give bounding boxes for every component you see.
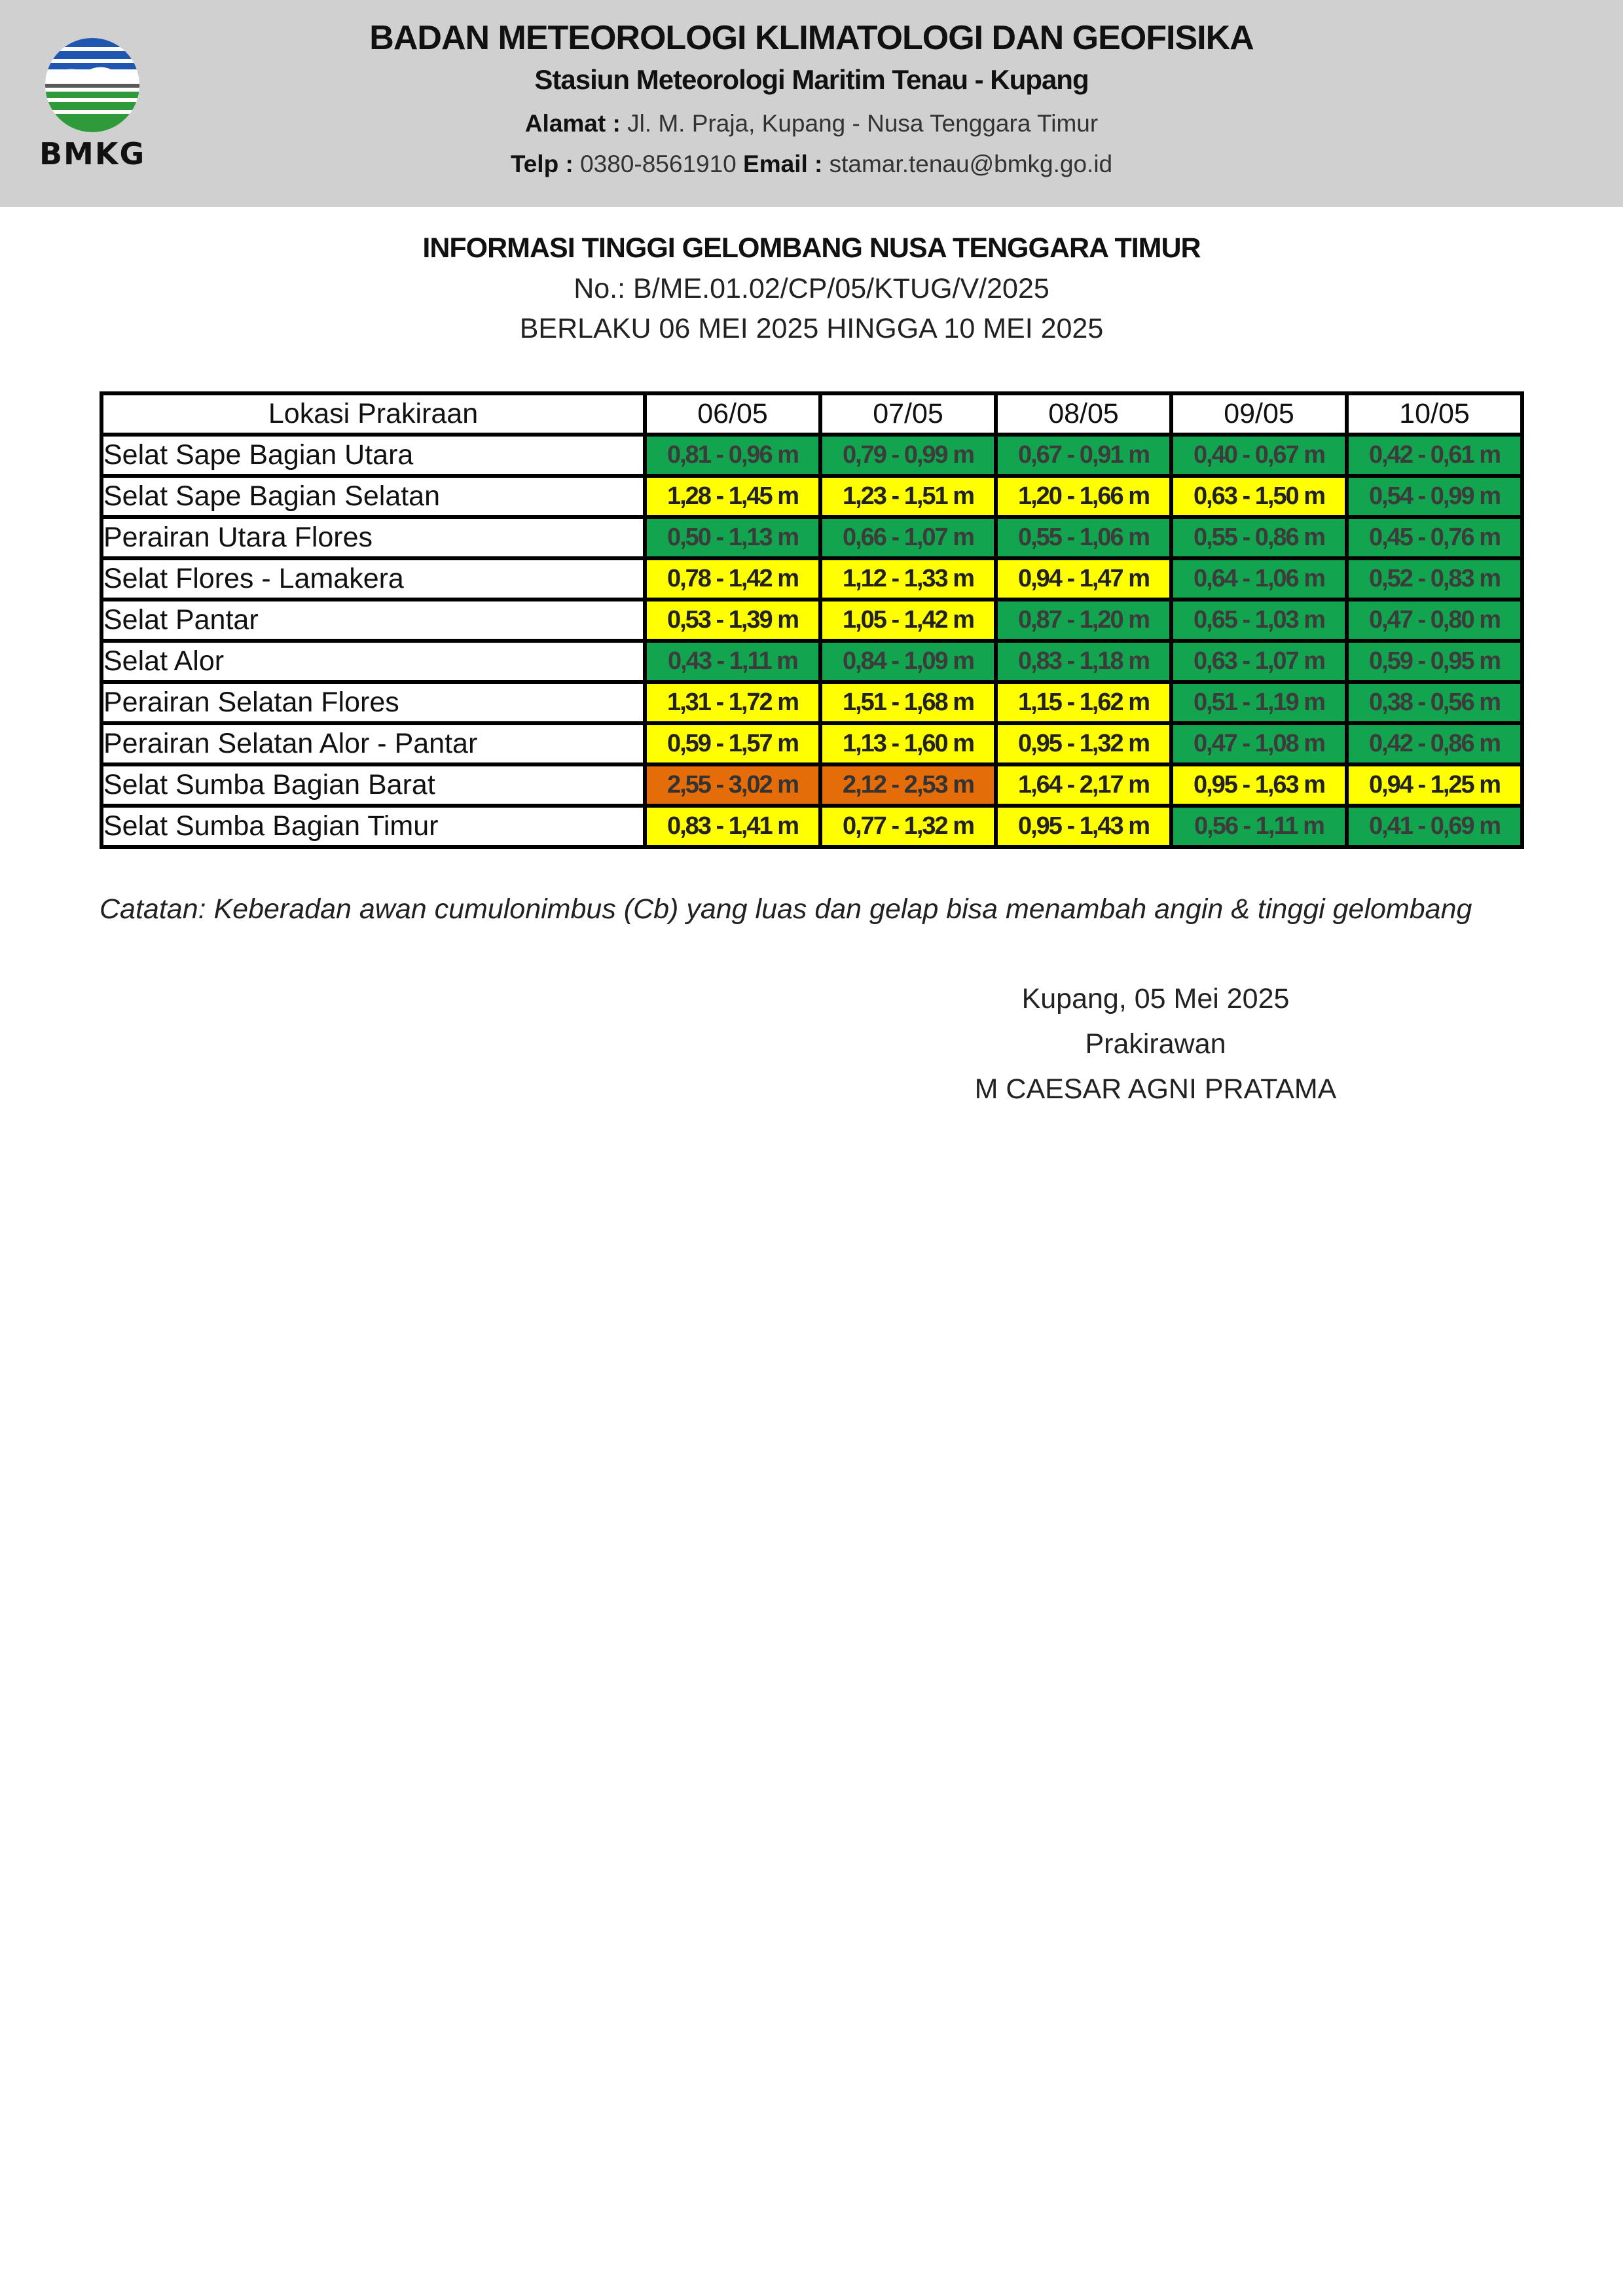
column-header-location: Lokasi Prakiraan bbox=[101, 393, 645, 435]
wave-height-cell: 0,94 - 1,25 m bbox=[1347, 764, 1522, 806]
wave-height-cell: 0,56 - 1,11 m bbox=[1171, 806, 1347, 847]
wave-height-cell: 1,28 - 1,45 m bbox=[645, 476, 820, 517]
wave-height-cell: 0,95 - 1,43 m bbox=[996, 806, 1171, 847]
wave-height-cell: 0,67 - 0,91 m bbox=[996, 435, 1171, 476]
location-cell: Selat Flores - Lamakera bbox=[101, 558, 645, 600]
logo-text: BMKG bbox=[39, 136, 146, 171]
table-row bbox=[101, 476, 1522, 517]
table-row bbox=[101, 806, 1522, 847]
wave-height-cell: 0,54 - 0,99 m bbox=[1347, 476, 1522, 517]
wave-height-cell: 0,59 - 0,95 m bbox=[1347, 641, 1522, 682]
wave-height-cell: 1,13 - 1,60 m bbox=[820, 723, 996, 764]
wave-height-cell: 0,47 - 0,80 m bbox=[1347, 600, 1522, 641]
location-cell: Selat Pantar bbox=[101, 600, 645, 641]
table-row bbox=[101, 723, 1522, 764]
signature-name: M CAESAR AGNI PRATAMA bbox=[974, 1073, 1337, 1105]
wave-height-cell: 0,38 - 0,56 m bbox=[1347, 682, 1522, 723]
document-title: INFORMASI TINGGI GELOMBANG NUSA TENGGARA TIMUR bbox=[422, 232, 1201, 264]
wave-height-cell: 0,95 - 1,63 m bbox=[1171, 764, 1347, 806]
wave-height-cell: 1,64 - 2,17 m bbox=[996, 764, 1171, 806]
location-cell: Selat Sumba Bagian Timur bbox=[101, 806, 645, 847]
location-cell: Selat Alor bbox=[101, 641, 645, 682]
location-cell: Selat Sumba Bagian Barat bbox=[101, 764, 645, 806]
address-label: Alamat : bbox=[524, 110, 621, 137]
email-label: Email : bbox=[743, 151, 823, 177]
letterhead bbox=[0, 0, 1623, 207]
location-cell: Selat Sape Bagian Utara bbox=[101, 435, 645, 476]
document-number: No.: B/ME.01.02/CP/05/KTUG/V/2025 bbox=[574, 273, 1049, 304]
table-row bbox=[101, 435, 1522, 476]
wave-height-cell: 0,47 - 1,08 m bbox=[1171, 723, 1347, 764]
station-name: Stasiun Meteorologi Maritim Tenau - Kupang bbox=[534, 64, 1089, 95]
wave-height-cell: 0,40 - 0,67 m bbox=[1171, 435, 1347, 476]
wave-height-cell: 0,59 - 1,57 m bbox=[645, 723, 820, 764]
bmkg-logo-icon bbox=[39, 38, 145, 169]
wave-height-cell: 0,83 - 1,18 m bbox=[996, 641, 1171, 682]
wave-height-table bbox=[100, 391, 1524, 849]
wave-height-cell: 0,81 - 0,96 m bbox=[645, 435, 820, 476]
wave-height-cell: 0,65 - 1,03 m bbox=[1171, 600, 1347, 641]
wave-height-cell: 0,55 - 1,06 m bbox=[996, 517, 1171, 558]
wave-height-cell: 0,78 - 1,42 m bbox=[645, 558, 820, 600]
table-row bbox=[101, 517, 1522, 558]
address-value: Jl. M. Praja, Kupang - Nusa Tenggara Timur bbox=[627, 110, 1099, 137]
wave-height-cell: 0,55 - 0,86 m bbox=[1171, 517, 1347, 558]
wave-height-cell: 0,83 - 1,41 m bbox=[645, 806, 820, 847]
wave-height-cell: 0,43 - 1,11 m bbox=[645, 641, 820, 682]
footnote: Catatan: Keberadan awan cumulonimbus (Cb) yang luas dan gelap bisa menambah angin & tinggi gelombang bbox=[100, 893, 1472, 925]
wave-height-cell: 2,12 - 2,53 m bbox=[820, 764, 996, 806]
signature-role: Prakirawan bbox=[1085, 1028, 1226, 1060]
column-header-date: 08/05 bbox=[996, 393, 1171, 435]
table-row bbox=[101, 682, 1522, 723]
wave-height-cell: 0,63 - 1,07 m bbox=[1171, 641, 1347, 682]
wave-height-cell: 1,12 - 1,33 m bbox=[820, 558, 996, 600]
wave-height-cell: 0,52 - 0,83 m bbox=[1347, 558, 1522, 600]
wave-height-cell: 0,45 - 0,76 m bbox=[1347, 517, 1522, 558]
address-line bbox=[0, 110, 1623, 137]
wave-height-cell: 0,42 - 0,86 m bbox=[1347, 723, 1522, 764]
column-header-date: 09/05 bbox=[1171, 393, 1347, 435]
column-header-date: 07/05 bbox=[820, 393, 996, 435]
table-row bbox=[101, 558, 1522, 600]
table-row bbox=[101, 764, 1522, 806]
wave-height-cell: 0,42 - 0,61 m bbox=[1347, 435, 1522, 476]
table-row bbox=[101, 600, 1522, 641]
wave-height-cell: 0,50 - 1,13 m bbox=[645, 517, 820, 558]
location-cell: Perairan Selatan Alor - Pantar bbox=[101, 723, 645, 764]
agency-title: BADAN METEOROLOGI KLIMATOLOGI DAN GEOFISIKA bbox=[369, 19, 1254, 57]
table-row bbox=[101, 641, 1522, 682]
wave-height-cell: 0,63 - 1,50 m bbox=[1171, 476, 1347, 517]
email-value[interactable]: stamar.tenau@bmkg.go.id bbox=[829, 151, 1113, 177]
wave-height-cell: 1,15 - 1,62 m bbox=[996, 682, 1171, 723]
location-cell: Perairan Utara Flores bbox=[101, 517, 645, 558]
telp-value: 0380-8561910 bbox=[580, 151, 737, 177]
location-cell: Perairan Selatan Flores bbox=[101, 682, 645, 723]
wave-height-cell: 2,55 - 3,02 m bbox=[645, 764, 820, 806]
wave-height-cell: 0,41 - 0,69 m bbox=[1347, 806, 1522, 847]
wave-height-cell: 1,51 - 1,68 m bbox=[820, 682, 996, 723]
wave-height-cell: 0,87 - 1,20 m bbox=[996, 600, 1171, 641]
wave-height-cell: 0,77 - 1,32 m bbox=[820, 806, 996, 847]
validity-period: BERLAKU 06 MEI 2025 HINGGA 10 MEI 2025 bbox=[519, 313, 1104, 344]
wave-height-cell: 0,51 - 1,19 m bbox=[1171, 682, 1347, 723]
location-cell: Selat Sape Bagian Selatan bbox=[101, 476, 645, 517]
signature-place-date: Kupang, 05 Mei 2025 bbox=[1021, 983, 1290, 1014]
column-header-date: 10/05 bbox=[1347, 393, 1522, 435]
wave-height-cell: 0,79 - 0,99 m bbox=[820, 435, 996, 476]
contact-line bbox=[0, 151, 1623, 178]
wave-height-cell: 1,31 - 1,72 m bbox=[645, 682, 820, 723]
column-header-date: 06/05 bbox=[645, 393, 820, 435]
wave-height-cell: 0,94 - 1,47 m bbox=[996, 558, 1171, 600]
wave-height-cell: 0,66 - 1,07 m bbox=[820, 517, 996, 558]
wave-height-cell: 0,53 - 1,39 m bbox=[645, 600, 820, 641]
wave-height-cell: 1,05 - 1,42 m bbox=[820, 600, 996, 641]
table-header-row bbox=[101, 393, 1522, 435]
wave-height-cell: 0,64 - 1,06 m bbox=[1171, 558, 1347, 600]
telp-label: Telp : bbox=[510, 151, 574, 177]
wave-height-cell: 0,95 - 1,32 m bbox=[996, 723, 1171, 764]
wave-height-cell: 0,84 - 1,09 m bbox=[820, 641, 996, 682]
wave-height-cell: 1,23 - 1,51 m bbox=[820, 476, 996, 517]
wave-height-cell: 1,20 - 1,66 m bbox=[996, 476, 1171, 517]
